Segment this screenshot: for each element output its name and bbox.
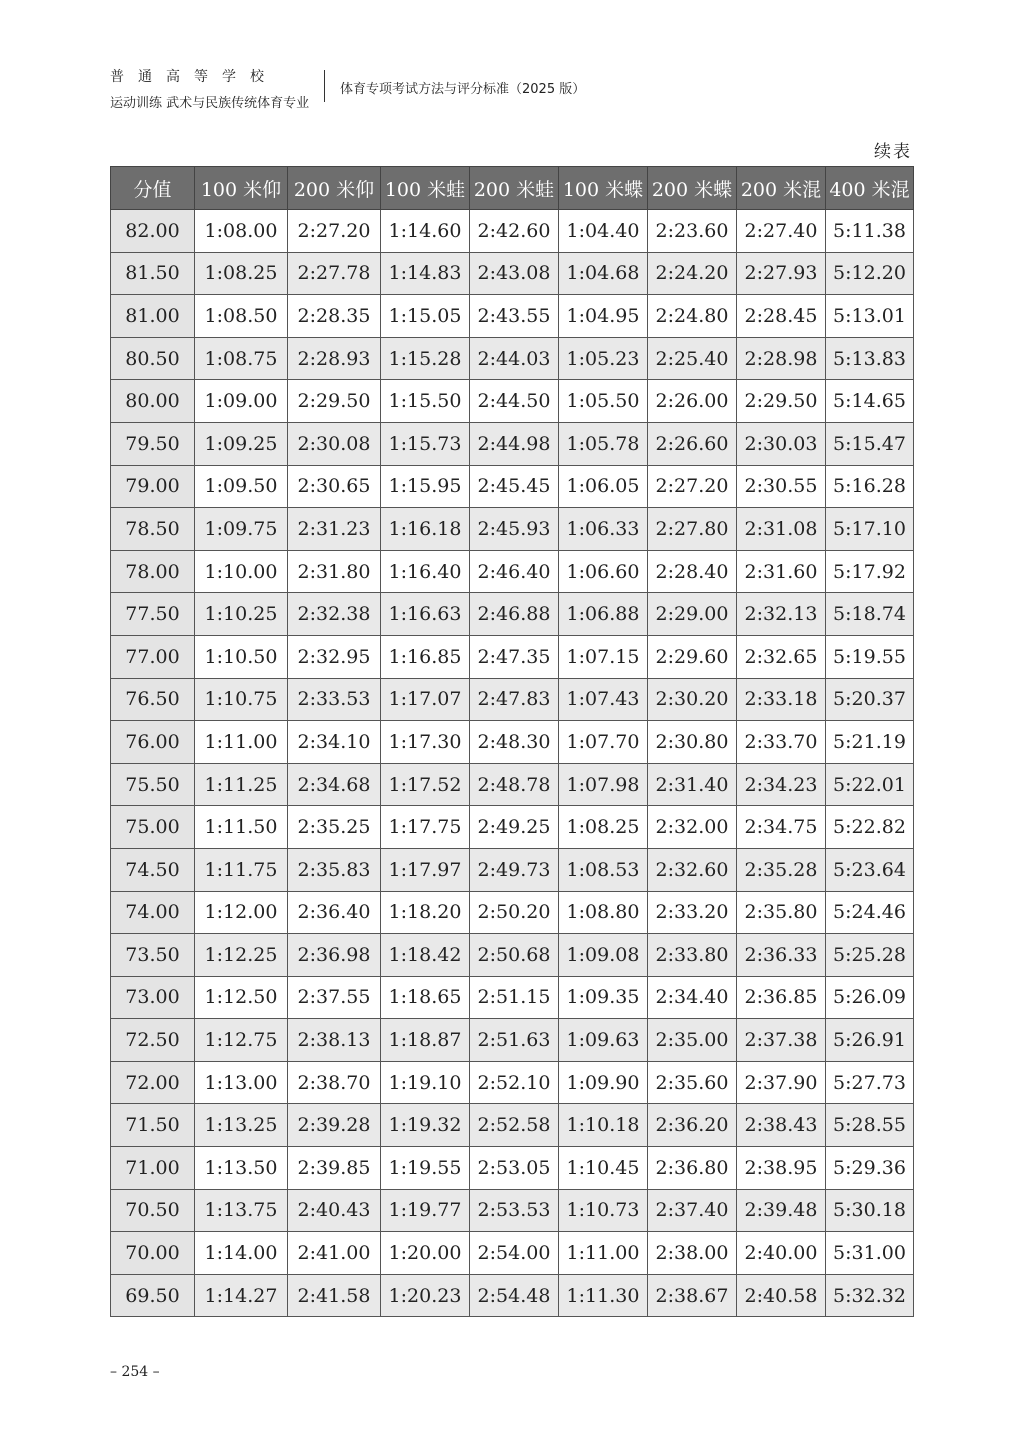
time-cell: 2:30.65: [288, 465, 381, 508]
time-cell: 1:08.53: [559, 848, 648, 891]
time-cell: 2:35.83: [288, 848, 381, 891]
score-cell: 75.00: [111, 806, 195, 849]
time-cell: 2:25.40: [648, 337, 737, 380]
header-divider: [324, 70, 325, 102]
time-cell: 1:19.77: [381, 1189, 470, 1232]
time-cell: 2:27.20: [288, 210, 381, 253]
time-cell: 2:37.38: [737, 1019, 826, 1062]
score-cell: 82.00: [111, 210, 195, 253]
table-row: [111, 848, 914, 891]
time-cell: 2:36.98: [288, 934, 381, 977]
header-major: 运动训练 武术与民族传统体育专业: [110, 96, 310, 111]
time-cell: 2:38.43: [737, 1104, 826, 1147]
time-cell: 1:17.75: [381, 806, 470, 849]
time-cell: 2:39.48: [737, 1189, 826, 1232]
table-row: [111, 1104, 914, 1147]
time-cell: 2:29.50: [288, 380, 381, 423]
time-cell: 2:43.55: [470, 295, 559, 338]
table-row: [111, 508, 914, 551]
score-cell: 79.00: [111, 465, 195, 508]
time-cell: 1:13.25: [195, 1104, 288, 1147]
time-cell: 2:38.67: [648, 1274, 737, 1317]
continued-table-label: 续表: [874, 142, 912, 162]
time-cell: 2:28.98: [737, 337, 826, 380]
time-cell: 2:35.28: [737, 848, 826, 891]
time-cell: 2:34.23: [737, 763, 826, 806]
time-cell: 2:53.05: [470, 1147, 559, 1190]
time-cell: 1:12.75: [195, 1019, 288, 1062]
time-cell: 1:10.00: [195, 550, 288, 593]
time-cell: 1:07.43: [559, 678, 648, 721]
time-cell: 2:32.38: [288, 593, 381, 636]
time-cell: 2:51.15: [470, 976, 559, 1019]
time-cell: 1:10.73: [559, 1189, 648, 1232]
time-cell: 2:42.60: [470, 210, 559, 253]
time-cell: 1:06.05: [559, 465, 648, 508]
time-cell: 2:33.70: [737, 721, 826, 764]
time-cell: 2:44.98: [470, 422, 559, 465]
time-cell: 5:17.92: [826, 550, 914, 593]
running-header-left: [110, 66, 310, 111]
time-cell: 1:06.33: [559, 508, 648, 551]
time-cell: 1:11.25: [195, 763, 288, 806]
time-cell: 2:31.08: [737, 508, 826, 551]
time-cell: 5:11.38: [826, 210, 914, 253]
time-cell: 2:29.00: [648, 593, 737, 636]
time-cell: 1:09.00: [195, 380, 288, 423]
time-cell: 1:10.18: [559, 1104, 648, 1147]
time-cell: 2:38.00: [648, 1232, 737, 1275]
table-row: [111, 422, 914, 465]
time-cell: 2:33.80: [648, 934, 737, 977]
column-header-event: 100 米蛙: [381, 167, 470, 210]
time-cell: 1:08.25: [559, 806, 648, 849]
time-cell: 2:38.70: [288, 1061, 381, 1104]
time-cell: 1:10.75: [195, 678, 288, 721]
time-cell: 1:09.75: [195, 508, 288, 551]
table-row: [111, 210, 914, 253]
time-cell: 1:12.00: [195, 891, 288, 934]
time-cell: 2:39.85: [288, 1147, 381, 1190]
time-cell: 2:24.20: [648, 252, 737, 295]
score-cell: 78.00: [111, 550, 195, 593]
score-cell: 80.00: [111, 380, 195, 423]
time-cell: 1:20.23: [381, 1274, 470, 1317]
time-cell: 2:33.18: [737, 678, 826, 721]
time-cell: 1:06.88: [559, 593, 648, 636]
time-cell: 2:32.00: [648, 806, 737, 849]
time-cell: 1:18.87: [381, 1019, 470, 1062]
column-header-event: 100 米蝶: [559, 167, 648, 210]
column-header-event: 200 米混: [737, 167, 826, 210]
time-cell: 2:37.90: [737, 1061, 826, 1104]
time-cell: 1:07.70: [559, 721, 648, 764]
time-cell: 5:23.64: [826, 848, 914, 891]
time-cell: 2:35.00: [648, 1019, 737, 1062]
time-cell: 1:09.35: [559, 976, 648, 1019]
time-cell: 2:26.00: [648, 380, 737, 423]
time-cell: 1:05.23: [559, 337, 648, 380]
time-cell: 5:12.20: [826, 252, 914, 295]
table-row: [111, 721, 914, 764]
table-row: [111, 337, 914, 380]
time-cell: 1:19.10: [381, 1061, 470, 1104]
time-cell: 1:09.08: [559, 934, 648, 977]
time-cell: 1:16.63: [381, 593, 470, 636]
time-cell: 2:49.25: [470, 806, 559, 849]
time-cell: 1:14.60: [381, 210, 470, 253]
table-row: [111, 1147, 914, 1190]
column-header-event: 400 米混: [826, 167, 914, 210]
table-row: [111, 1189, 914, 1232]
time-cell: 1:11.00: [195, 721, 288, 764]
time-cell: 5:32.32: [826, 1274, 914, 1317]
score-cell: 70.00: [111, 1232, 195, 1275]
time-cell: 1:17.97: [381, 848, 470, 891]
time-cell: 1:17.30: [381, 721, 470, 764]
time-cell: 5:24.46: [826, 891, 914, 934]
score-cell: 72.50: [111, 1019, 195, 1062]
time-cell: 1:08.80: [559, 891, 648, 934]
table-row: [111, 635, 914, 678]
time-cell: 5:27.73: [826, 1061, 914, 1104]
time-cell: 2:41.00: [288, 1232, 381, 1275]
table-row: [111, 295, 914, 338]
time-cell: 2:38.95: [737, 1147, 826, 1190]
time-cell: 2:47.83: [470, 678, 559, 721]
score-table: [110, 166, 914, 1317]
time-cell: 2:34.10: [288, 721, 381, 764]
time-cell: 2:45.93: [470, 508, 559, 551]
time-cell: 1:11.00: [559, 1232, 648, 1275]
time-cell: 1:04.95: [559, 295, 648, 338]
time-cell: 5:22.01: [826, 763, 914, 806]
time-cell: 1:08.00: [195, 210, 288, 253]
table-row: [111, 763, 914, 806]
time-cell: 2:40.58: [737, 1274, 826, 1317]
table-row: [111, 976, 914, 1019]
table-header-row: [111, 167, 914, 210]
time-cell: 2:35.60: [648, 1061, 737, 1104]
time-cell: 1:07.98: [559, 763, 648, 806]
time-cell: 1:05.78: [559, 422, 648, 465]
time-cell: 2:46.88: [470, 593, 559, 636]
time-cell: 1:14.00: [195, 1232, 288, 1275]
time-cell: 2:50.20: [470, 891, 559, 934]
time-cell: 1:17.07: [381, 678, 470, 721]
time-cell: 2:36.20: [648, 1104, 737, 1147]
time-cell: 2:36.33: [737, 934, 826, 977]
table-row: [111, 891, 914, 934]
time-cell: 1:14.83: [381, 252, 470, 295]
time-cell: 2:36.85: [737, 976, 826, 1019]
time-cell: 5:22.82: [826, 806, 914, 849]
time-cell: 5:25.28: [826, 934, 914, 977]
time-cell: 2:41.58: [288, 1274, 381, 1317]
time-cell: 2:32.95: [288, 635, 381, 678]
time-cell: 5:17.10: [826, 508, 914, 551]
time-cell: 1:13.75: [195, 1189, 288, 1232]
time-cell: 1:15.05: [381, 295, 470, 338]
time-cell: 2:27.80: [648, 508, 737, 551]
page-number: – 254 –: [110, 1364, 160, 1380]
time-cell: 2:34.68: [288, 763, 381, 806]
time-cell: 1:10.45: [559, 1147, 648, 1190]
time-cell: 2:27.40: [737, 210, 826, 253]
time-cell: 5:26.91: [826, 1019, 914, 1062]
time-cell: 2:26.60: [648, 422, 737, 465]
time-cell: 1:08.75: [195, 337, 288, 380]
time-cell: 1:13.00: [195, 1061, 288, 1104]
time-cell: 2:45.45: [470, 465, 559, 508]
column-header-event: 200 米蝶: [648, 167, 737, 210]
table-row: [111, 252, 914, 295]
time-cell: 1:11.75: [195, 848, 288, 891]
time-cell: 1:11.30: [559, 1274, 648, 1317]
time-cell: 2:29.50: [737, 380, 826, 423]
time-cell: 1:05.50: [559, 380, 648, 423]
time-cell: 2:48.30: [470, 721, 559, 764]
score-cell: 81.50: [111, 252, 195, 295]
time-cell: 2:44.03: [470, 337, 559, 380]
table-row: [111, 380, 914, 423]
column-header-event: 100 米仰: [195, 167, 288, 210]
time-cell: 2:47.35: [470, 635, 559, 678]
time-cell: 1:16.18: [381, 508, 470, 551]
time-cell: 5:18.74: [826, 593, 914, 636]
time-cell: 2:31.60: [737, 550, 826, 593]
time-cell: 5:26.09: [826, 976, 914, 1019]
time-cell: 2:32.60: [648, 848, 737, 891]
time-cell: 1:04.40: [559, 210, 648, 253]
table-row: [111, 806, 914, 849]
header-series-title: 普通高等学校: [110, 69, 278, 85]
column-header-event: 200 米蛙: [470, 167, 559, 210]
time-cell: 1:19.32: [381, 1104, 470, 1147]
time-cell: 2:32.13: [737, 593, 826, 636]
time-cell: 1:10.25: [195, 593, 288, 636]
time-cell: 1:09.63: [559, 1019, 648, 1062]
time-cell: 2:30.03: [737, 422, 826, 465]
time-cell: 1:09.50: [195, 465, 288, 508]
time-cell: 2:37.55: [288, 976, 381, 1019]
time-cell: 2:34.40: [648, 976, 737, 1019]
time-cell: 1:12.50: [195, 976, 288, 1019]
time-cell: 1:15.73: [381, 422, 470, 465]
time-cell: 2:34.75: [737, 806, 826, 849]
time-cell: 1:10.50: [195, 635, 288, 678]
score-cell: 69.50: [111, 1274, 195, 1317]
time-cell: 1:06.60: [559, 550, 648, 593]
time-cell: 5:29.36: [826, 1147, 914, 1190]
score-cell: 76.00: [111, 721, 195, 764]
score-cell: 74.50: [111, 848, 195, 891]
time-cell: 5:15.47: [826, 422, 914, 465]
time-cell: 1:08.50: [195, 295, 288, 338]
time-cell: 2:36.80: [648, 1147, 737, 1190]
table-row: [111, 593, 914, 636]
time-cell: 1:18.20: [381, 891, 470, 934]
time-cell: 2:50.68: [470, 934, 559, 977]
time-cell: 5:13.83: [826, 337, 914, 380]
time-cell: 2:54.00: [470, 1232, 559, 1275]
time-cell: 2:48.78: [470, 763, 559, 806]
score-cell: 80.50: [111, 337, 195, 380]
table-row: [111, 550, 914, 593]
time-cell: 1:15.28: [381, 337, 470, 380]
time-cell: 2:54.48: [470, 1274, 559, 1317]
time-cell: 2:51.63: [470, 1019, 559, 1062]
time-cell: 2:31.23: [288, 508, 381, 551]
time-cell: 1:15.50: [381, 380, 470, 423]
score-cell: 76.50: [111, 678, 195, 721]
score-cell: 77.50: [111, 593, 195, 636]
time-cell: 1:12.25: [195, 934, 288, 977]
time-cell: 2:31.80: [288, 550, 381, 593]
time-cell: 2:27.20: [648, 465, 737, 508]
time-cell: 2:28.93: [288, 337, 381, 380]
time-cell: 2:40.43: [288, 1189, 381, 1232]
table-row: [111, 678, 914, 721]
time-cell: 1:09.25: [195, 422, 288, 465]
time-cell: 5:28.55: [826, 1104, 914, 1147]
time-cell: 2:53.53: [470, 1189, 559, 1232]
time-cell: 2:44.50: [470, 380, 559, 423]
time-cell: 5:20.37: [826, 678, 914, 721]
time-cell: 2:30.80: [648, 721, 737, 764]
score-cell: 81.00: [111, 295, 195, 338]
time-cell: 1:18.42: [381, 934, 470, 977]
time-cell: 1:09.90: [559, 1061, 648, 1104]
score-cell: 77.00: [111, 635, 195, 678]
time-cell: 5:14.65: [826, 380, 914, 423]
score-cell: 78.50: [111, 508, 195, 551]
score-cell: 75.50: [111, 763, 195, 806]
time-cell: 1:13.50: [195, 1147, 288, 1190]
time-cell: 2:39.28: [288, 1104, 381, 1147]
column-header-score: 分值: [111, 167, 195, 210]
time-cell: 2:38.13: [288, 1019, 381, 1062]
time-cell: 1:16.85: [381, 635, 470, 678]
score-cell: 70.50: [111, 1189, 195, 1232]
header-book-title: 体育专项考试方法与评分标准（2025 版）: [340, 82, 586, 97]
time-cell: 2:32.65: [737, 635, 826, 678]
time-cell: 1:20.00: [381, 1232, 470, 1275]
time-cell: 2:29.60: [648, 635, 737, 678]
time-cell: 2:52.58: [470, 1104, 559, 1147]
time-cell: 1:11.50: [195, 806, 288, 849]
time-cell: 5:21.19: [826, 721, 914, 764]
time-cell: 5:31.00: [826, 1232, 914, 1275]
time-cell: 2:27.78: [288, 252, 381, 295]
time-cell: 1:17.52: [381, 763, 470, 806]
time-cell: 2:23.60: [648, 210, 737, 253]
table-row: [111, 1274, 914, 1317]
time-cell: 2:37.40: [648, 1189, 737, 1232]
time-cell: 2:43.08: [470, 252, 559, 295]
table-row: [111, 465, 914, 508]
time-cell: 5:16.28: [826, 465, 914, 508]
time-cell: 2:36.40: [288, 891, 381, 934]
time-cell: 1:14.27: [195, 1274, 288, 1317]
time-cell: 1:15.95: [381, 465, 470, 508]
time-cell: 2:30.20: [648, 678, 737, 721]
time-cell: 1:08.25: [195, 252, 288, 295]
table-row: [111, 1019, 914, 1062]
score-cell: 72.00: [111, 1061, 195, 1104]
time-cell: 1:18.65: [381, 976, 470, 1019]
time-cell: 2:46.40: [470, 550, 559, 593]
time-cell: 2:28.45: [737, 295, 826, 338]
time-cell: 5:13.01: [826, 295, 914, 338]
score-cell: 71.00: [111, 1147, 195, 1190]
time-cell: 2:49.73: [470, 848, 559, 891]
time-cell: 2:28.40: [648, 550, 737, 593]
column-header-event: 200 米仰: [288, 167, 381, 210]
score-cell: 73.50: [111, 934, 195, 977]
table-row: [111, 1061, 914, 1104]
score-cell: 73.00: [111, 976, 195, 1019]
score-cell: 71.50: [111, 1104, 195, 1147]
score-cell: 79.50: [111, 422, 195, 465]
time-cell: 2:52.10: [470, 1061, 559, 1104]
time-cell: 2:35.80: [737, 891, 826, 934]
time-cell: 2:40.00: [737, 1232, 826, 1275]
table-body: [111, 210, 914, 1317]
time-cell: 2:33.53: [288, 678, 381, 721]
time-cell: 2:24.80: [648, 295, 737, 338]
time-cell: 2:33.20: [648, 891, 737, 934]
time-cell: 1:07.15: [559, 635, 648, 678]
table-row: [111, 1232, 914, 1275]
time-cell: 2:28.35: [288, 295, 381, 338]
time-cell: 2:30.08: [288, 422, 381, 465]
score-cell: 74.00: [111, 891, 195, 934]
time-cell: 1:16.40: [381, 550, 470, 593]
time-cell: 5:19.55: [826, 635, 914, 678]
time-cell: 1:19.55: [381, 1147, 470, 1190]
time-cell: 2:35.25: [288, 806, 381, 849]
time-cell: 2:27.93: [737, 252, 826, 295]
time-cell: 5:30.18: [826, 1189, 914, 1232]
time-cell: 2:31.40: [648, 763, 737, 806]
time-cell: 1:04.68: [559, 252, 648, 295]
table-row: [111, 934, 914, 977]
time-cell: 2:30.55: [737, 465, 826, 508]
